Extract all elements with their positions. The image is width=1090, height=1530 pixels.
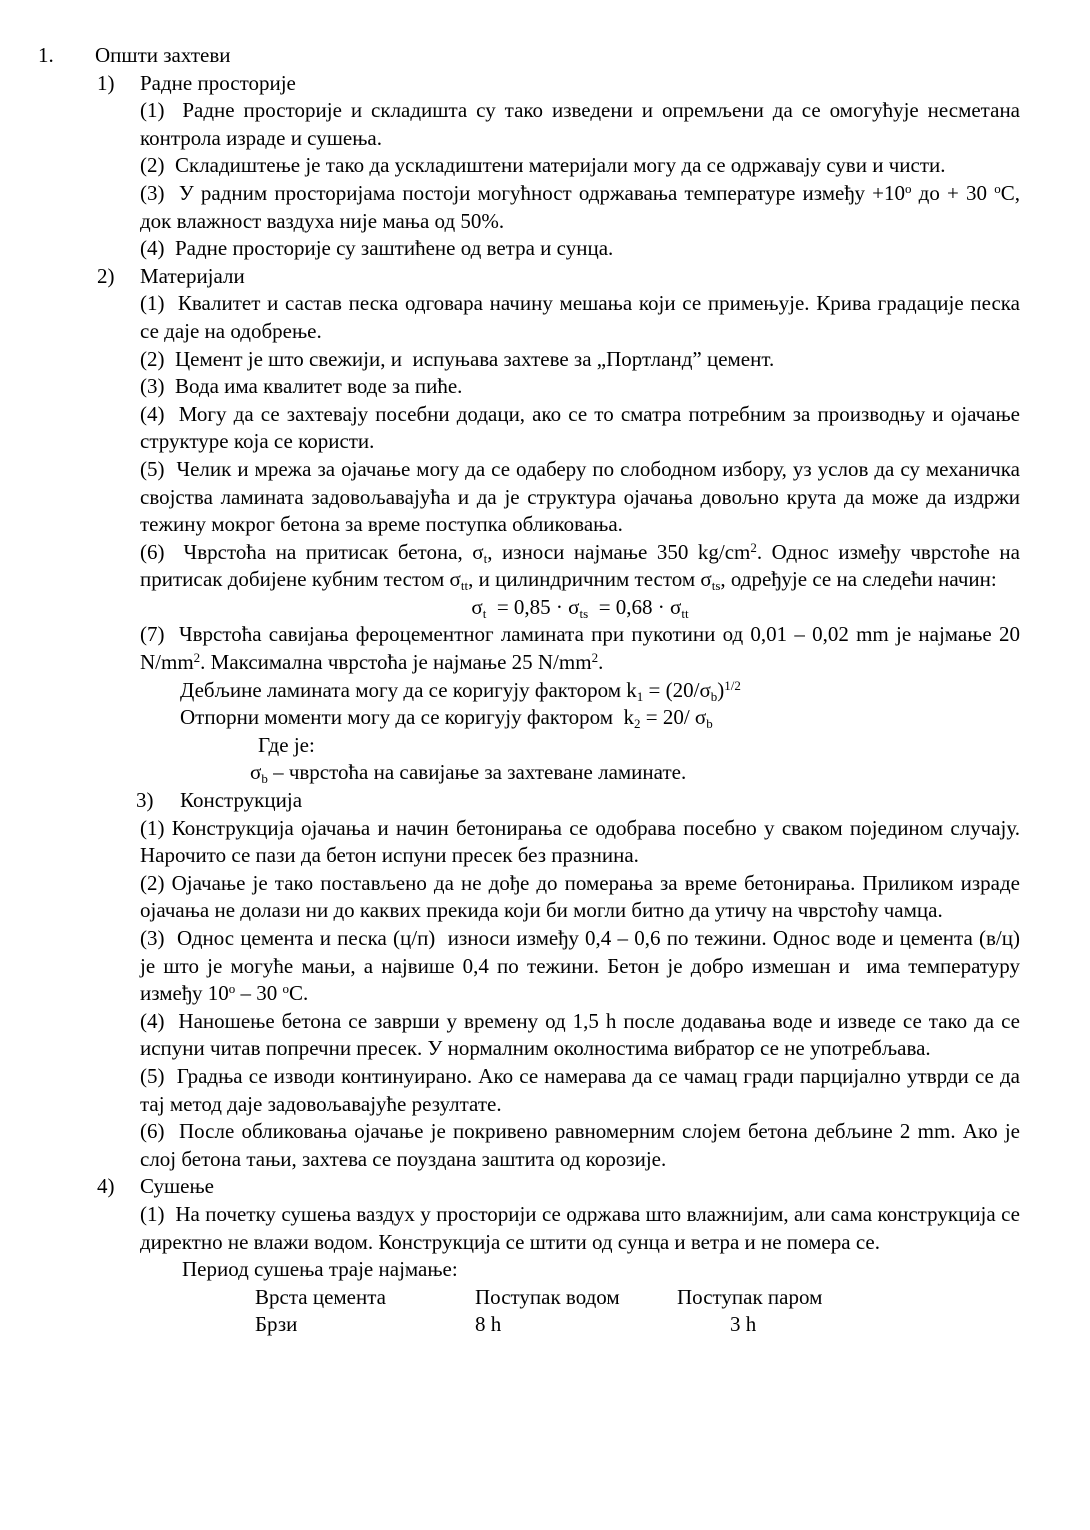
table-header-cell: Поступак водом	[475, 1284, 620, 1309]
table-cell: Брзи	[255, 1312, 298, 1337]
superscript: 2	[750, 539, 757, 555]
subsection-number: 4)	[97, 1174, 115, 1199]
correction-note-line: Отпорни моменти могу да се коригују фактором $k_2 = 20/$ $\sigma_b$	[180, 705, 713, 732]
where-label: Где је:	[258, 732, 315, 757]
subsection-title: Конструкција	[180, 788, 303, 813]
table-cell: 3 h	[730, 1312, 757, 1337]
superscript: о	[994, 180, 1001, 196]
paragraph: (3) У радним просторијама постоји могућност одржавања температуре између $+10^о$ до + 30 $^о$С, док влажност ваздуха није мања од 50%.	[140, 180, 1020, 233]
superscript: 2	[193, 650, 201, 666]
correction-note-line: Дебљине ламината могу да се коригују фактором $k_1 = (20/\sigma_b)^{1/2}$	[180, 677, 741, 704]
paragraph: (1) На почетку сушења ваздух у просторији се одржава што влажнијим, али сама конструкција се директно не влажи водом. Конструкција се штити од сунца и ветра и не помера се.	[140, 1201, 1020, 1254]
subscript: t	[482, 605, 487, 621]
paragraph: (5) Градња се изводи континуирано. Ако се намерава да се чамац гради парцијално утврди се да тај метод даје задовољавајуће резултате.	[140, 1063, 1020, 1116]
subsection-number: 2)	[97, 263, 115, 288]
paragraph: (1) Радне просторије и складишта су тако изведени и опремљени да се омогућује несметана контрола израде и сушења.	[140, 98, 1020, 150]
paragraph: (7) Чврстоћа савијања фероцементног ламината при пукотини од 0,01 – 0,02 mm је најмање 20 $N/mm^2$. Максимална чврстоћа је најмање 25 $N/mm^2$.	[140, 622, 1020, 675]
drying-table-header-row	[255, 1284, 1090, 1312]
paragraph: (2) Цемент је што свежији, и испуњава захтеве за „Портланд” цемент.	[140, 346, 775, 371]
subscript: b	[261, 771, 268, 787]
subsection-heading	[97, 263, 1090, 291]
subscript: t	[483, 550, 488, 566]
superscript: о	[905, 180, 912, 196]
subsections-container	[0, 70, 1090, 1339]
subsection-title: Материјали	[140, 263, 245, 288]
subscript: ts	[579, 605, 589, 621]
paragraph: (1) Квалитет и састав песка одговара начину мешања који се примењује. Крива градације песка се даје на одобрење.	[140, 291, 1020, 343]
symbol-definition: $\sigma_b$ – чврстоћа на савијање за захтеване ламинате.	[250, 760, 687, 787]
subsection-title: Сушење	[140, 1174, 214, 1199]
paragraph: (6) После обликовања ојачање је покривено равномерним слојем бетона дебљине 2 mm. Ако је слој бетона тањи, захтева се поуздана заштита од корозије.	[140, 1119, 1020, 1171]
subscript: tt	[681, 605, 689, 621]
paragraph: (3) Однос цемента и песка (ц/п) износи између 0,4 – 0,6 по тежини. Однос воде и цемента (в/ц) је што је могуће мањи, а највише 0,4 по тежини. Бетон је добро измешан и има температуру између $10^о - 30$ $^о$С.	[140, 926, 1020, 1006]
paragraph: (2) Ојачање је тако постављено да не дође до померања за време бетонирања. Приликом израде ојачања не долази ни до каквих прекида који би могли битно да утичу на чврстоћу чамца.	[140, 870, 1020, 923]
subscript: 2	[633, 716, 641, 732]
subsection-heading	[97, 70, 1090, 98]
superscript: о	[228, 981, 236, 997]
paragraph: (4) Радне просторије су заштићене од ветра и сунца.	[140, 236, 614, 261]
subsection-heading	[136, 787, 1090, 815]
subsection-number: 1)	[97, 70, 115, 95]
superscript: 2	[591, 650, 599, 666]
paragraph: (2) Складиштење је тако да ускладиштени материјали могу да се одржавају суви и чисти.	[140, 153, 946, 178]
table-header-cell: Врста цемента	[255, 1284, 386, 1309]
subscript: ts	[711, 578, 721, 594]
drying-table-data-row	[255, 1311, 1090, 1339]
table-header-cell: Поступак паром	[677, 1284, 823, 1309]
subscript: b	[710, 688, 718, 704]
superscript: о	[282, 981, 289, 997]
paragraph: (1) Конструкција ојачања и начин бетонирања се одобрава посебно у сваком поједином случају. Нарочито се пази да бетон испуни пресек без празнина.	[140, 815, 1020, 868]
paragraph: (5) Челик и мрежа за ојачање могу да се одаберу по слободном избору, уз услов да су механичка својства ламината задовољавајућа и да је структура ојачања довољно крута да може да издржи тежину мокрог бетона за време поступка обликовања.	[140, 456, 1020, 537]
subsection-title: Радне просторије	[140, 70, 296, 95]
subscript: b	[706, 716, 713, 732]
subsection-heading	[97, 1173, 1090, 1201]
superscript: 1/2	[724, 677, 741, 693]
paragraph: (3) Вода има квалитет воде за пиће.	[140, 374, 463, 399]
paragraph: (6) Чврстоћа на притисак бетона, $\sigma_t$, износи најмање 350 $kg/cm^2$. Однос између чврстоће на притисак добијене кубним тестом $\sigma_{tt}$, и цилиндричним тестом $\sigma_{ts}$, одређује се на следећи начин:	[140, 539, 1020, 594]
paragraph: (4) Могу да се захтевају посебни додаци, ако се то сматра потребним за производњу и ојачање структуре која се користи.	[140, 401, 1020, 454]
section-title: Општи захтеви	[95, 43, 231, 67]
paragraph: (4) Наношење бетона се заврши у времену од 1,5 h после додавања воде и изведе се тако да се испуни читав попречни пресек. У нормалним околностима вибратор се не употребљава.	[140, 1008, 1020, 1061]
section-heading	[38, 42, 1090, 70]
formula-line: $\sigma_t = 0,85 \cdot \sigma_{ts} = 0,68 \cdot \sigma_{tt}$	[471, 594, 689, 621]
table-cell: 8 h	[475, 1312, 502, 1337]
subsection-number: 3)	[136, 788, 154, 813]
subscript: tt	[460, 578, 469, 594]
table-intro: Период сушења траје најмање:	[182, 1257, 458, 1282]
subscript: 1	[636, 688, 644, 704]
section-number: 1.	[38, 43, 54, 67]
